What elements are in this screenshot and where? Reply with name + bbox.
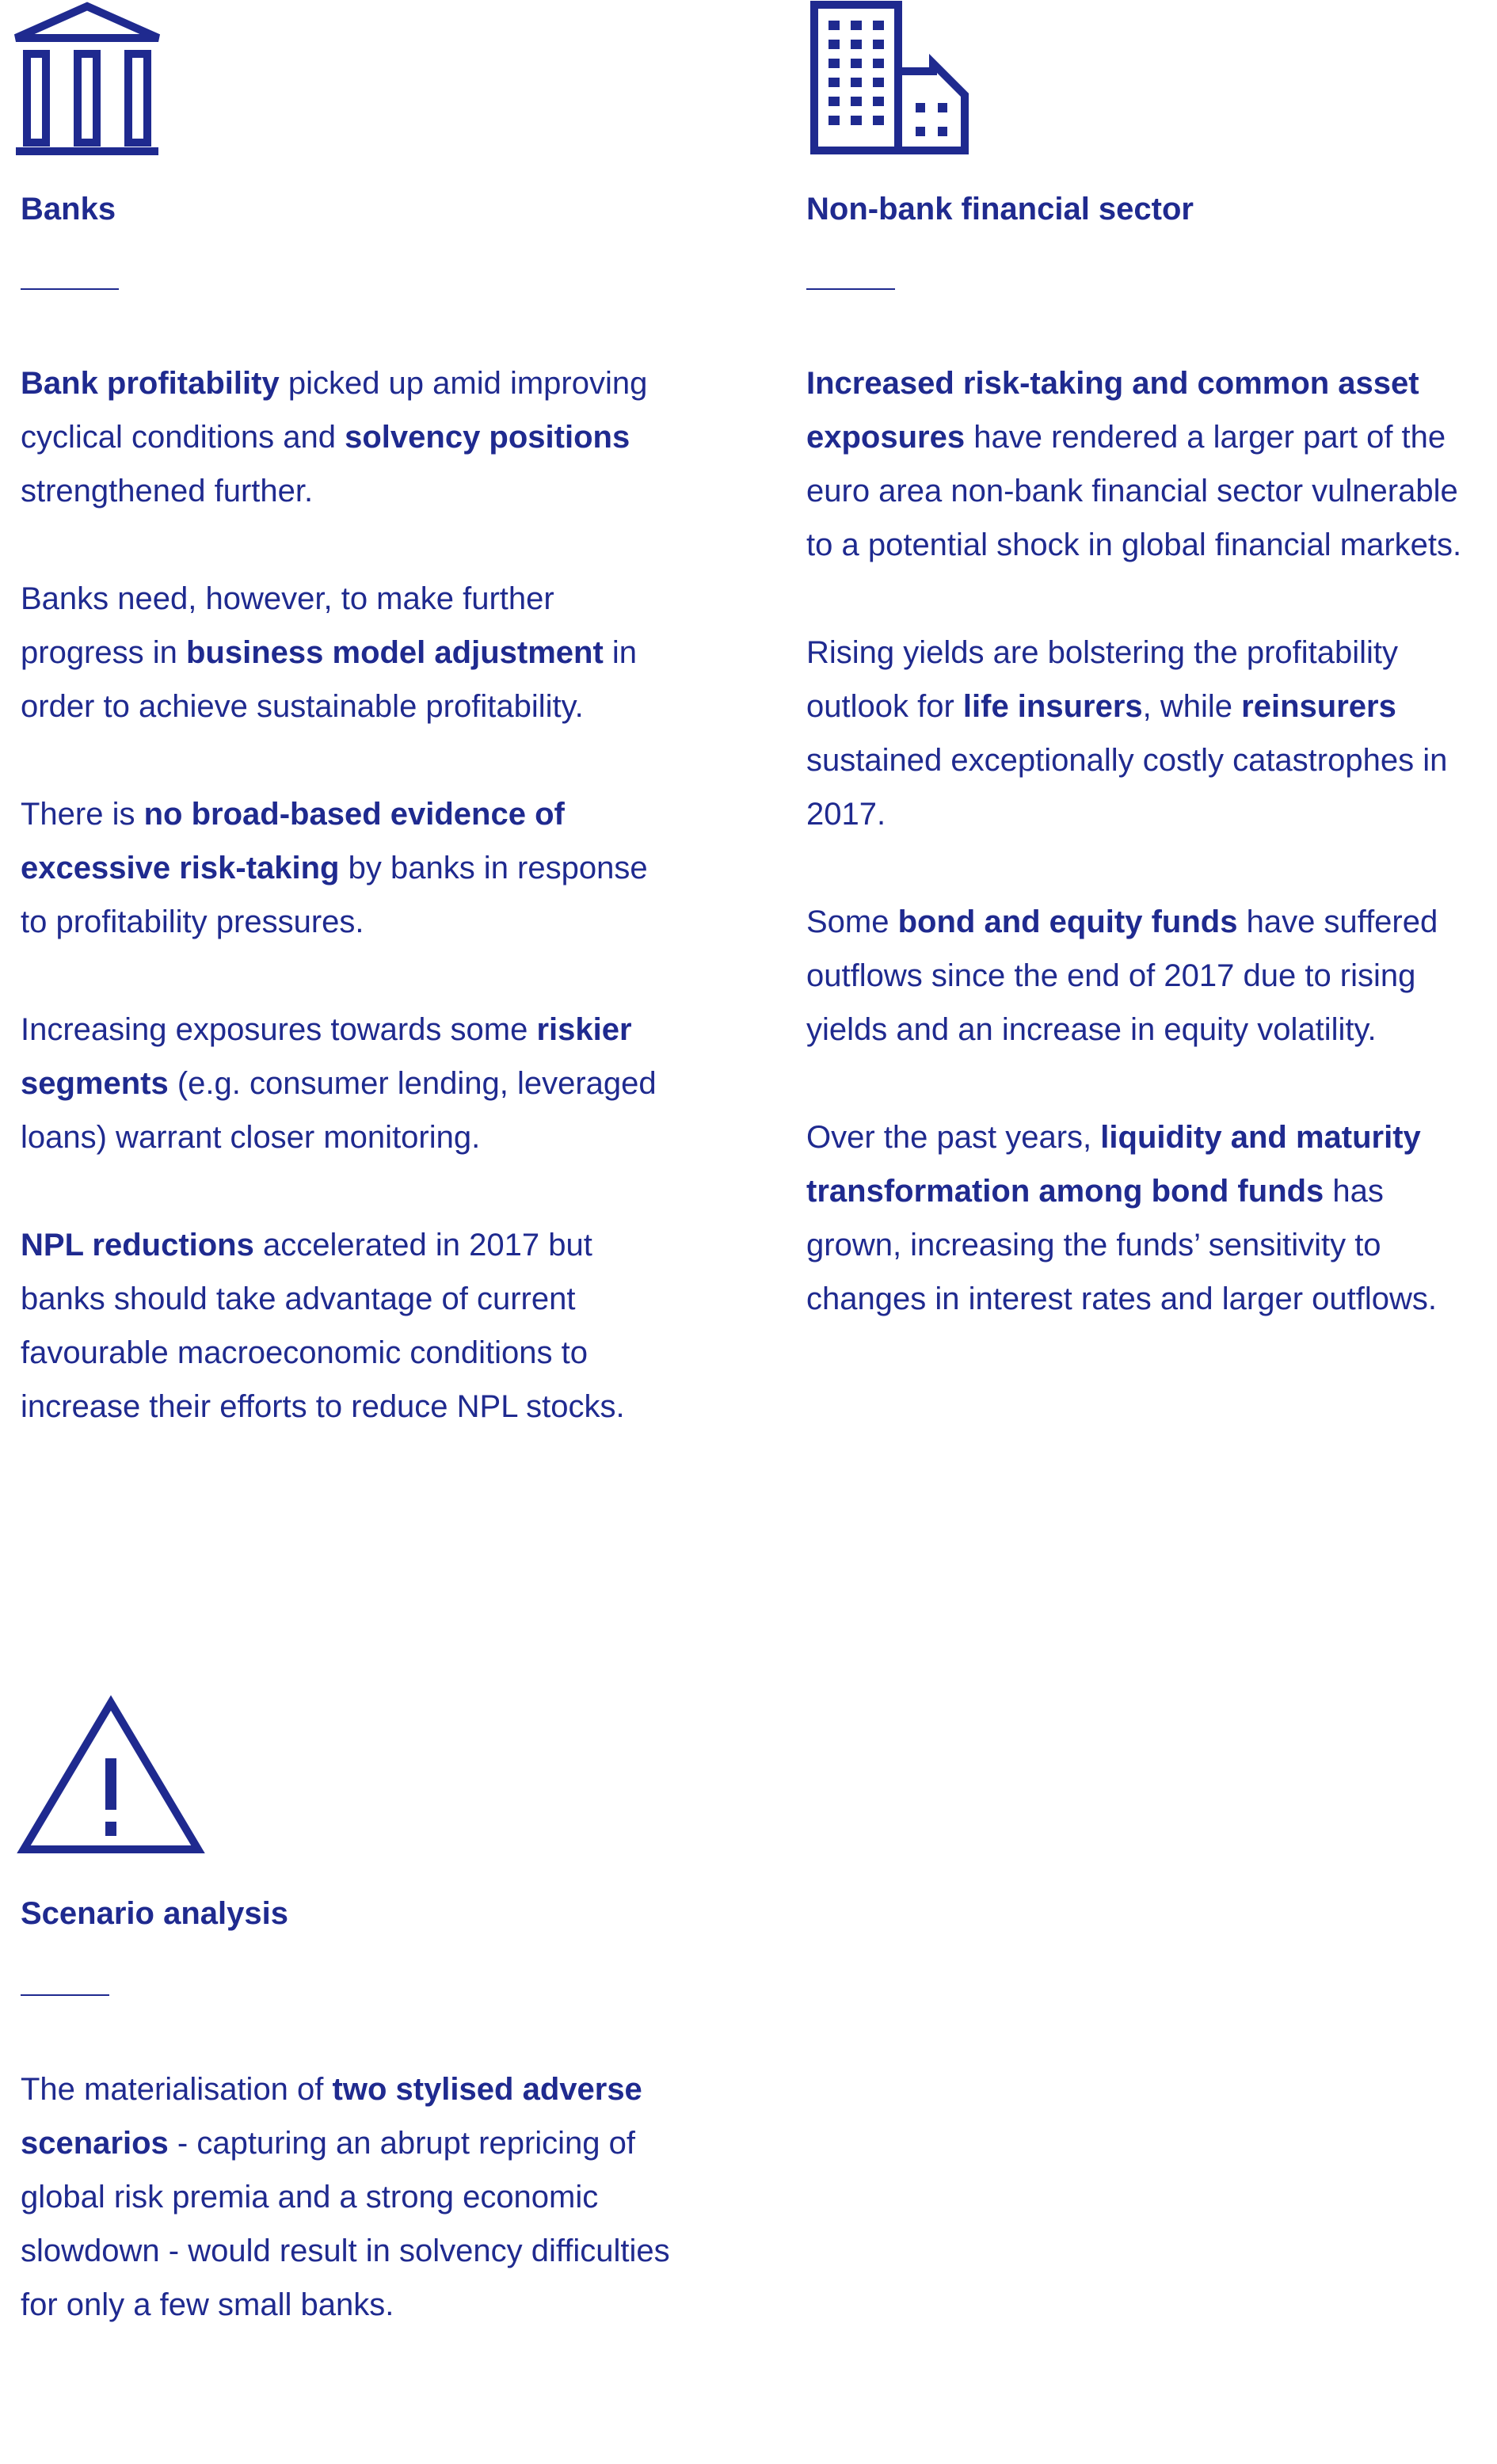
text-run: picked up amid improving cyclical conditions and [21,366,648,455]
banks-paragraph [21,787,678,949]
text-run: strengthened further. [21,474,314,508]
nonbank-paragraph [806,1110,1464,1326]
bold-text: liquidity and maturity transformation among bond funds [806,1120,1421,1209]
bold-text: NPL reductions [21,1228,254,1262]
nonbank-title: Non-bank financial sector [806,192,1194,227]
text-run: Over the past years, [806,1120,1101,1155]
bold-text: business model adjustment [185,635,604,670]
nonbank-paragraph [806,356,1464,572]
scenario-divider [21,1994,109,1996]
nonbank-divider [806,288,895,290]
text-run: (e.g. consumer lending, leveraged loans) warrant closer monitoring. [21,1066,657,1155]
bold-text: riskier segments [21,1012,632,1101]
text-run: sustained exceptionally costly catastrophes in 2017. [806,743,1448,832]
warning-icon [16,1695,206,1857]
buildings-icon [806,0,981,158]
bold-text: no broad-based evidence of excessive risk-taking [21,797,565,885]
bold-text: Increased risk-taking and common asset exposures [806,366,1419,455]
bold-text: life insurers [962,689,1143,724]
bold-text: solvency positions [345,420,630,455]
text-run: have rendered a larger part of the euro area non-bank financial sector vulnerable to a potential shock in global financial markets. [806,420,1462,562]
text-run: by banks in response to profitability pressures. [21,851,648,939]
bold-text: Bank profitability [21,366,280,401]
scenario-body [21,2062,678,2332]
text-run: have suffered outflows since the end of 2017 due to rising yields and an increase in equity volatility. [806,904,1438,1047]
nonbank-paragraph [806,895,1464,1057]
text-run: accelerated in 2017 but banks should take advantage of current favourable macroeconomic conditions to increase their efforts to reduce NPL stocks. [21,1228,625,1424]
bold-text: two stylised adverse scenarios [21,2072,642,2161]
banks-divider [21,288,119,290]
scenario-title: Scenario analysis [21,1896,288,1931]
banks-title: Banks [21,192,116,227]
nonbank-paragraph [806,626,1464,841]
scenario-paragraph [21,2062,678,2332]
text-run: Increasing exposures towards some [21,1012,537,1047]
text-run: The materialisation of [21,2072,333,2107]
banks-paragraph [21,1218,678,1434]
banks-paragraph [21,1003,678,1164]
text-run: has grown, increasing the funds’ sensitivity to changes in interest rates and larger outflows. [806,1174,1437,1316]
bold-text: bond and equity funds [897,904,1238,939]
text-run: , while [1142,689,1242,724]
text-run: in order to achieve sustainable profitability. [21,635,638,724]
text-run: Some [806,904,898,939]
banks-paragraph [21,572,678,733]
text-run: Rising yields are bolstering the profitability outlook for [806,635,1399,724]
banks-paragraph [21,356,678,518]
text-run: There is [21,797,144,832]
banks-body [21,356,678,1434]
bank-icon [8,0,166,158]
nonbank-body [806,356,1464,1326]
bold-text: reinsurers [1241,689,1396,724]
text-run: - capturing an abrupt repricing of global risk premia and a strong economic slowdown - would result in solvency difficulties for only a few small banks. [21,2126,670,2322]
text-run: Banks need, however, to make further progress in [21,581,554,670]
